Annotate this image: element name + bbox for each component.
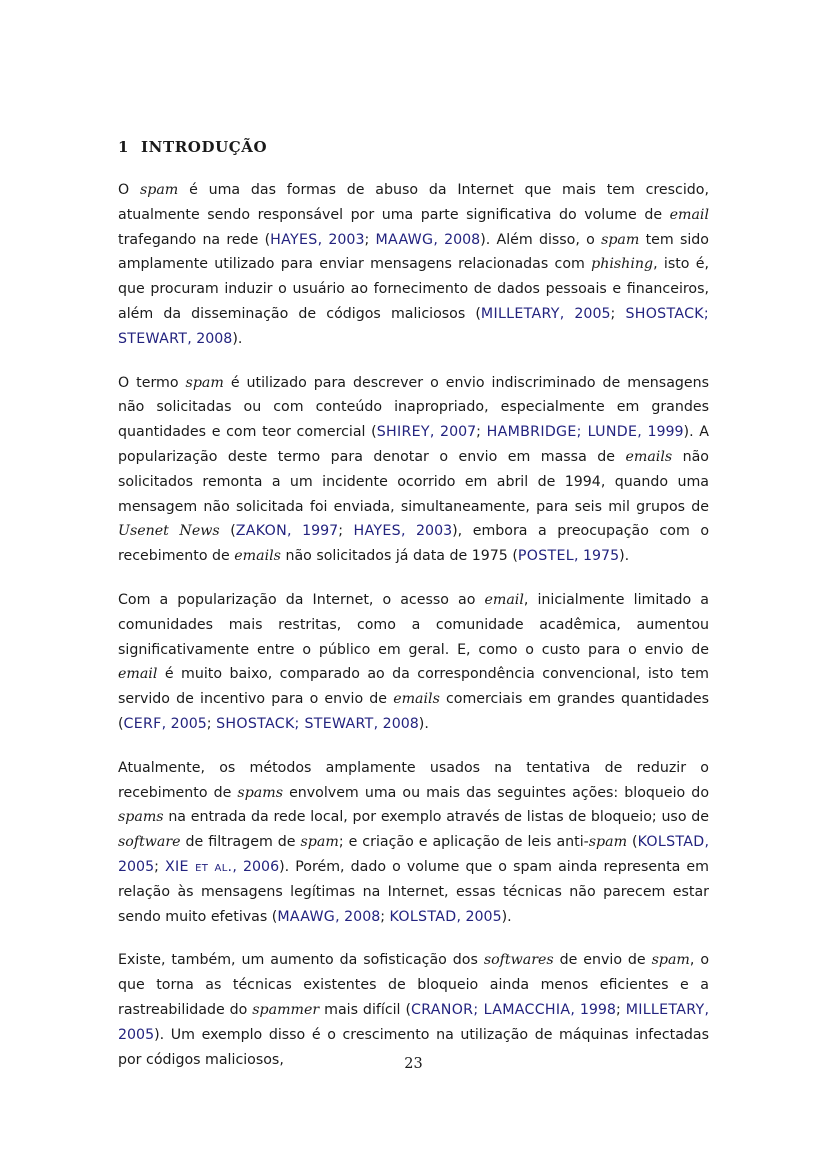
text-run: Com a popularização da Internet, o acesso ao bbox=[118, 591, 485, 608]
citation-author: KOLSTAD bbox=[389, 908, 457, 925]
text-run: , inicialmente limitado a comunidades mais restritas, como a comunidade acadêmica, aumentou significativamente entre o público em geral. E, como o custo para o envio de bbox=[118, 591, 709, 658]
citation-link[interactable]: MILLETARY, 2005 bbox=[118, 1001, 709, 1043]
text-run: comerciais em grandes quantidades ( bbox=[118, 691, 709, 732]
citation-link[interactable]: MAAWG, 2008 bbox=[277, 908, 381, 925]
italic-term: email bbox=[484, 591, 524, 608]
citation-link[interactable]: KOLSTAD, 2005 bbox=[118, 834, 709, 875]
citation-link[interactable]: KOLSTAD, 2005 bbox=[389, 908, 502, 925]
text-run: ; e criação e aplicação de leis anti- bbox=[338, 834, 589, 851]
citation-author: CRANOR; LAMACCHIA bbox=[411, 1001, 571, 1018]
text-run: ). bbox=[619, 548, 630, 565]
citation-author: HAYES bbox=[270, 231, 318, 248]
citation-author: MAAWG bbox=[277, 908, 336, 925]
text-run: , isto é, que procuram induzir o usuário ao fornecimento de dados pessoais e financeiros, além da disseminação de códigos maliciosos ( bbox=[118, 256, 709, 322]
text-run: ; bbox=[610, 305, 626, 322]
italic-term: spam bbox=[139, 182, 179, 198]
citation-author: POSTEL bbox=[517, 548, 574, 565]
italic-term: emails bbox=[625, 448, 673, 465]
citation-link[interactable]: MILLETARY, 2005 bbox=[480, 305, 611, 322]
italic-term: spam bbox=[601, 231, 640, 248]
italic-term: spams bbox=[237, 784, 283, 801]
citation-year: 2008 bbox=[196, 330, 233, 347]
citation-year: 2005 bbox=[118, 858, 155, 875]
citation-link[interactable]: CRANOR; LAMACCHIA, 1998 bbox=[411, 1001, 616, 1018]
text-run: Existe, também, um aumento da sofisticação dos bbox=[118, 952, 484, 969]
text-run: ( bbox=[627, 834, 638, 851]
citation-author: XIE et al. bbox=[164, 858, 233, 875]
text-run: de envio de bbox=[553, 952, 652, 969]
text-run: , o que torna as técnicas existentes de bloqueio ainda menos eficientes e a rastreabilidade do bbox=[118, 952, 710, 1018]
citation-year: 2008 bbox=[382, 715, 419, 732]
paragraph bbox=[118, 178, 709, 352]
page-number: 23 bbox=[404, 1056, 423, 1072]
text-run: não solicitados já data de 1975 ( bbox=[280, 548, 518, 565]
text-run: ; bbox=[380, 908, 390, 925]
text-run: ; bbox=[338, 523, 354, 540]
text-run: ). bbox=[232, 330, 243, 347]
paragraph bbox=[118, 371, 709, 569]
citation-author: CERF bbox=[123, 715, 162, 732]
text-run: ( bbox=[219, 523, 236, 540]
citation-link[interactable]: MAAWG, 2008 bbox=[375, 231, 481, 248]
citation-link[interactable]: CERF, 2005 bbox=[123, 715, 207, 732]
citation-year: 1975 bbox=[582, 548, 620, 565]
text-run: mais difícil ( bbox=[319, 1001, 411, 1018]
citation-author: HAMBRIDGE; LUNDE bbox=[486, 424, 638, 441]
citation-year: 2006 bbox=[242, 858, 280, 875]
text-run: na entrada da rede local, por exemplo através de listas de bloqueio; uso de bbox=[163, 809, 709, 826]
citation-year: 1997 bbox=[302, 523, 339, 540]
text-run: é utilizado para descrever o envio indiscriminado de mensagens não solicitadas ou com conteúdo inapropriado, especialmente em grandes quantidades e com teor comercial ( bbox=[118, 374, 710, 441]
italic-term: spam bbox=[300, 834, 339, 851]
citation-year: 2007 bbox=[440, 424, 477, 441]
citation-year: 2005 bbox=[465, 908, 502, 925]
text-run: ; bbox=[154, 858, 165, 875]
text-run: é uma das formas de abuso da Internet que mais tem crescido, atualmente sendo responsável por uma parte significativa do volume de bbox=[118, 182, 709, 223]
citation-link[interactable]: HAMBRIDGE; LUNDE, 1999 bbox=[486, 424, 684, 441]
italic-term: spams bbox=[118, 809, 164, 826]
citation-author: SHIREY bbox=[376, 424, 430, 441]
citation-link[interactable]: ZAKON, 1997 bbox=[235, 523, 339, 540]
text-run: ). Porém, dado o volume que o spam ainda representa em relação às mensagens legítimas na Internet, essas técnicas não parecem estar sendo muito efetivas ( bbox=[118, 858, 709, 925]
citation-year: 2005 bbox=[574, 305, 611, 322]
italic-term: emails bbox=[393, 691, 440, 708]
italic-term: emails bbox=[234, 548, 281, 565]
citation-link[interactable]: POSTEL, 1975 bbox=[517, 548, 620, 565]
text-run: ; bbox=[615, 1001, 626, 1018]
text-run: ). Além disso, o bbox=[480, 231, 602, 248]
citation-author: MILLETARY bbox=[625, 1001, 705, 1018]
italic-term: spam bbox=[185, 374, 224, 391]
citation-year: 2005 bbox=[118, 1026, 155, 1043]
italic-term: software bbox=[118, 834, 181, 851]
citation-link[interactable]: SHOSTACK; STEWART, 2008 bbox=[216, 715, 419, 732]
text-run: ). bbox=[418, 715, 429, 732]
text-run: envolvem uma ou mais das seguintes ações: bloqueio do bbox=[282, 784, 709, 801]
citation-author: SHOSTACK; STEWART bbox=[118, 305, 709, 347]
citation-author: MAAWG bbox=[375, 231, 434, 248]
text-run: O termo bbox=[118, 374, 186, 391]
section-number: 1 bbox=[118, 138, 130, 156]
citation-link[interactable]: SHOSTACK; STEWART, 2008 bbox=[118, 305, 709, 347]
citation-author: SHOSTACK; STEWART bbox=[216, 715, 374, 732]
text-run: é muito baixo, comparado ao da correspondência convencional, isto tem servido de incentivo para o envio de bbox=[118, 666, 709, 708]
citation-year: 1999 bbox=[647, 424, 684, 441]
text-run: ). bbox=[501, 908, 512, 925]
citation-author: MILLETARY bbox=[480, 305, 560, 322]
citation-year: 2005 bbox=[170, 715, 207, 732]
italic-term: spam bbox=[588, 834, 628, 851]
paragraph bbox=[118, 948, 709, 1072]
text-run: ; bbox=[364, 231, 376, 248]
section-title: INTRODUÇÃO bbox=[141, 138, 268, 156]
text-run: não solicitados remonta a um incidente ocorrido em abril de 1994, quando uma mensagem não solicitada foi enviada, simultaneamente, para seis mil grupos de bbox=[118, 448, 709, 515]
italic-term: email bbox=[669, 206, 709, 223]
text-run: ). Um exemplo disso é o crescimento na utilização de máquinas infectadas por códigos maliciosos, bbox=[118, 1026, 709, 1068]
italic-term: spammer bbox=[252, 1001, 320, 1018]
italic-term: email bbox=[118, 666, 158, 683]
citation-year: 1998 bbox=[579, 1001, 616, 1018]
citation-year: 2008 bbox=[344, 908, 381, 925]
paragraph bbox=[118, 756, 709, 930]
citation-link[interactable]: XIE et al., 2006 bbox=[164, 858, 280, 875]
text-run: O bbox=[118, 182, 140, 198]
citation-author: HAYES bbox=[353, 523, 401, 540]
text-run: tem sido amplamente utilizado para enviar mensagens relacionadas com bbox=[118, 231, 709, 273]
text-run: trafegando na rede ( bbox=[118, 231, 271, 248]
citation-link[interactable]: HAYES, 2003 bbox=[353, 523, 453, 540]
italic-term: spam bbox=[651, 952, 690, 969]
body-text bbox=[118, 178, 709, 1091]
italic-term: Usenet News bbox=[118, 523, 220, 540]
section-heading bbox=[118, 138, 267, 156]
citation-year: 2008 bbox=[444, 231, 481, 248]
italic-term: phishing bbox=[591, 256, 654, 273]
citation-year: 2003 bbox=[328, 231, 365, 248]
citation-author: ZAKON bbox=[235, 523, 287, 540]
citation-link[interactable]: SHIREY, 2007 bbox=[376, 424, 477, 441]
text-run: ; bbox=[206, 715, 217, 732]
text-run: ; bbox=[476, 424, 487, 441]
citation-year: 2003 bbox=[416, 523, 453, 540]
text-run: Atualmente, os métodos amplamente usados na tentativa de reduzir o recebimento de bbox=[118, 759, 709, 801]
paragraph bbox=[118, 588, 709, 737]
text-run: ). A popularização deste termo para denotar o envio em massa de bbox=[118, 424, 709, 465]
italic-term: softwares bbox=[483, 952, 554, 969]
citation-link[interactable]: HAYES, 2003 bbox=[270, 231, 365, 248]
text-run: de filtragem de bbox=[180, 834, 301, 851]
text-run: ), embora a preocupação com o recebimento de bbox=[118, 523, 709, 565]
citation-author: KOLSTAD bbox=[637, 834, 705, 851]
